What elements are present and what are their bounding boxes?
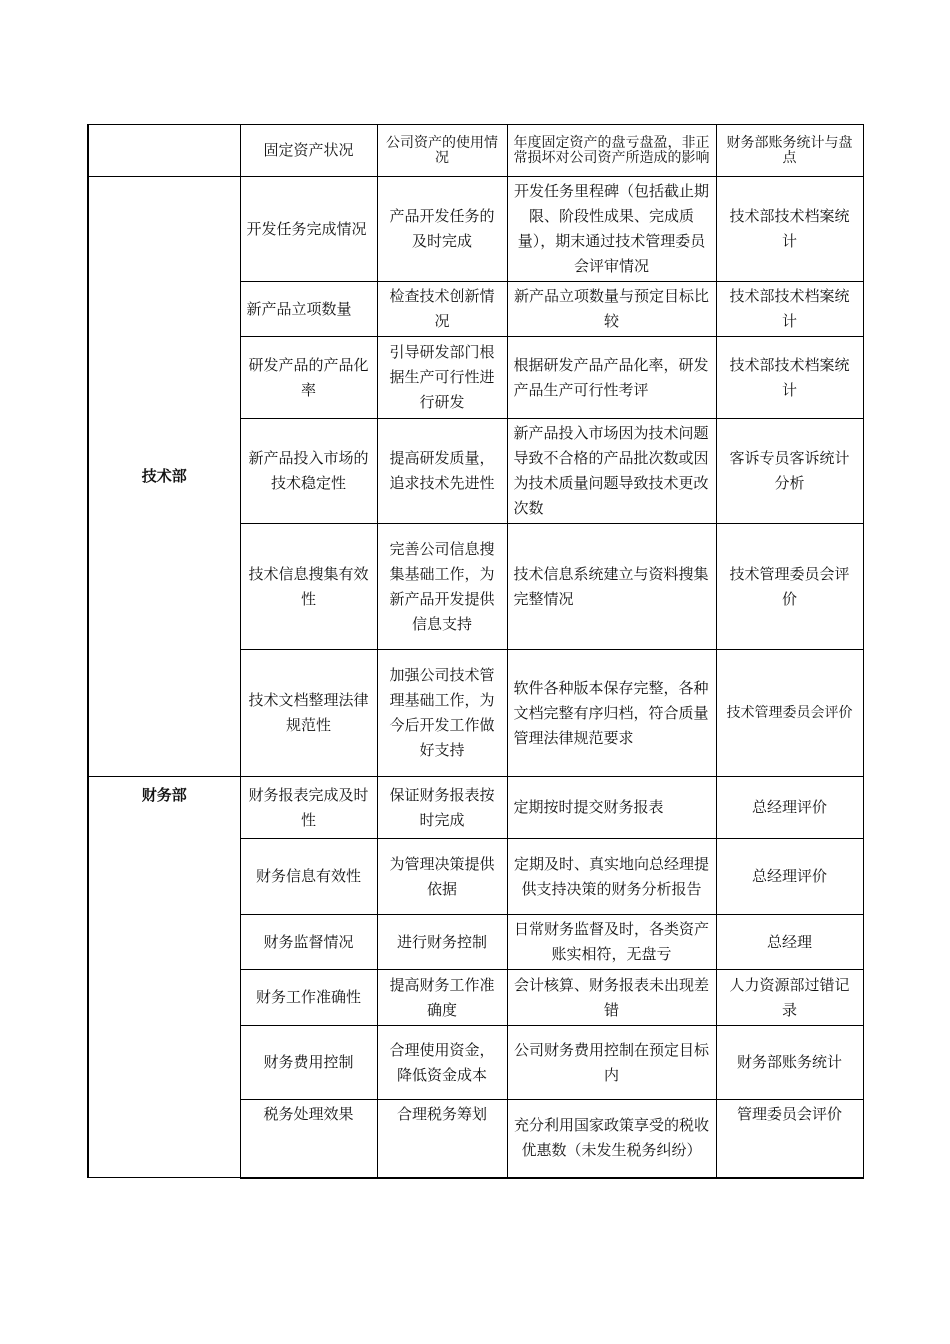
indicator-cell: 财务信息有效性 — [240, 839, 377, 915]
source-cell: 总经理评价 — [716, 839, 863, 915]
indicator-cell: 税务处理效果 — [240, 1100, 377, 1178]
standard-cell: 充分利用国家政策享受的税收优惠数（未发生税务纠纷） — [507, 1100, 716, 1178]
standard-cell: 日常财务监督及时，各类资产账实相符，无盘亏 — [507, 915, 716, 970]
source-cell: 财务部账务统计 — [716, 1026, 863, 1100]
source-cell: 人力资源部过错记录 — [716, 970, 863, 1026]
purpose-cell: 保证财务报表按时完成 — [377, 777, 507, 839]
standard-cell: 年度固定资产的盘亏盘盈，非正常损坏对公司资产所造成的影响 — [507, 125, 716, 177]
standard-cell: 根据研发产品产品化率，研发产品生产可行性考评 — [507, 337, 716, 419]
purpose-cell: 公司资产的使用情况 — [377, 125, 507, 177]
table-row — [88, 125, 863, 177]
standard-cell: 会计核算、财务报表未出现差错 — [507, 970, 716, 1026]
indicator-cell: 财务工作准确性 — [240, 970, 377, 1026]
standard-cell: 技术信息系统建立与资料搜集完整情况 — [507, 524, 716, 650]
standard-cell: 定期及时、真实地向总经理提供支持决策的财务分析报告 — [507, 839, 716, 915]
purpose-cell: 为管理决策提供依据 — [377, 839, 507, 915]
indicator-cell: 新产品投入市场的技术稳定性 — [240, 419, 377, 524]
source-cell: 技术管理委员会评价 — [716, 650, 863, 777]
dept-cell-tech: 技术部 — [88, 177, 240, 777]
indicator-cell: 财务费用控制 — [240, 1026, 377, 1100]
source-cell: 财务部账务统计与盘点 — [716, 125, 863, 177]
kpi-table — [87, 124, 864, 1179]
standard-cell: 开发任务里程碑（包括截止期限、阶段性成果、完成质量），期末通过技术管理委员会评审情况 — [507, 177, 716, 282]
source-cell: 客诉专员客诉统计分析 — [716, 419, 863, 524]
source-cell: 总经理 — [716, 915, 863, 970]
dept-cell-finance: 财务部 — [88, 777, 240, 1178]
table-row — [88, 177, 863, 282]
purpose-cell: 提高研发质量，追求技术先进性 — [377, 419, 507, 524]
indicator-cell: 新产品立项数量 — [240, 282, 377, 337]
indicator-cell: 财务监督情况 — [240, 915, 377, 970]
indicator-cell: 固定资产状况 — [240, 125, 377, 177]
dept-cell — [88, 125, 240, 177]
source-cell: 技术部技术档案统计 — [716, 337, 863, 419]
purpose-cell: 产品开发任务的及时完成 — [377, 177, 507, 282]
indicator-cell: 技术信息搜集有效性 — [240, 524, 377, 650]
purpose-cell: 引导研发部门根据生产可行性进行研发 — [377, 337, 507, 419]
indicator-cell: 技术文档整理法律规范性 — [240, 650, 377, 777]
purpose-cell: 进行财务控制 — [377, 915, 507, 970]
purpose-cell: 合理税务筹划 — [377, 1100, 507, 1178]
table-row — [88, 777, 863, 839]
source-cell: 技术部技术档案统计 — [716, 282, 863, 337]
source-cell: 技术部技术档案统计 — [716, 177, 863, 282]
source-cell: 总经理评价 — [716, 777, 863, 839]
indicator-cell: 研发产品的产品化率 — [240, 337, 377, 419]
indicator-cell: 财务报表完成及时性 — [240, 777, 377, 839]
purpose-cell: 完善公司信息搜集基础工作，为新产品开发提供信息支持 — [377, 524, 507, 650]
standard-cell: 公司财务费用控制在预定目标内 — [507, 1026, 716, 1100]
standard-cell: 软件各种版本保存完整，各种文档完整有序归档，符合质量管理法律规范要求 — [507, 650, 716, 777]
purpose-cell: 提高财务工作准确度 — [377, 970, 507, 1026]
standard-cell: 定期按时提交财务报表 — [507, 777, 716, 839]
source-cell: 技术管理委员会评价 — [716, 524, 863, 650]
standard-cell: 新产品投入市场因为技术问题导致不合格的产品批次数或因为技术质量问题导致技术更改次数 — [507, 419, 716, 524]
source-cell: 管理委员会评价 — [716, 1100, 863, 1178]
purpose-cell: 检查技术创新情况 — [377, 282, 507, 337]
purpose-cell: 加强公司技术管理基础工作，为今后开发工作做好支持 — [377, 650, 507, 777]
standard-cell: 新产品立项数量与预定目标比较 — [507, 282, 716, 337]
indicator-cell: 开发任务完成情况 — [240, 177, 377, 282]
purpose-cell: 合理使用资金，降低资金成本 — [377, 1026, 507, 1100]
